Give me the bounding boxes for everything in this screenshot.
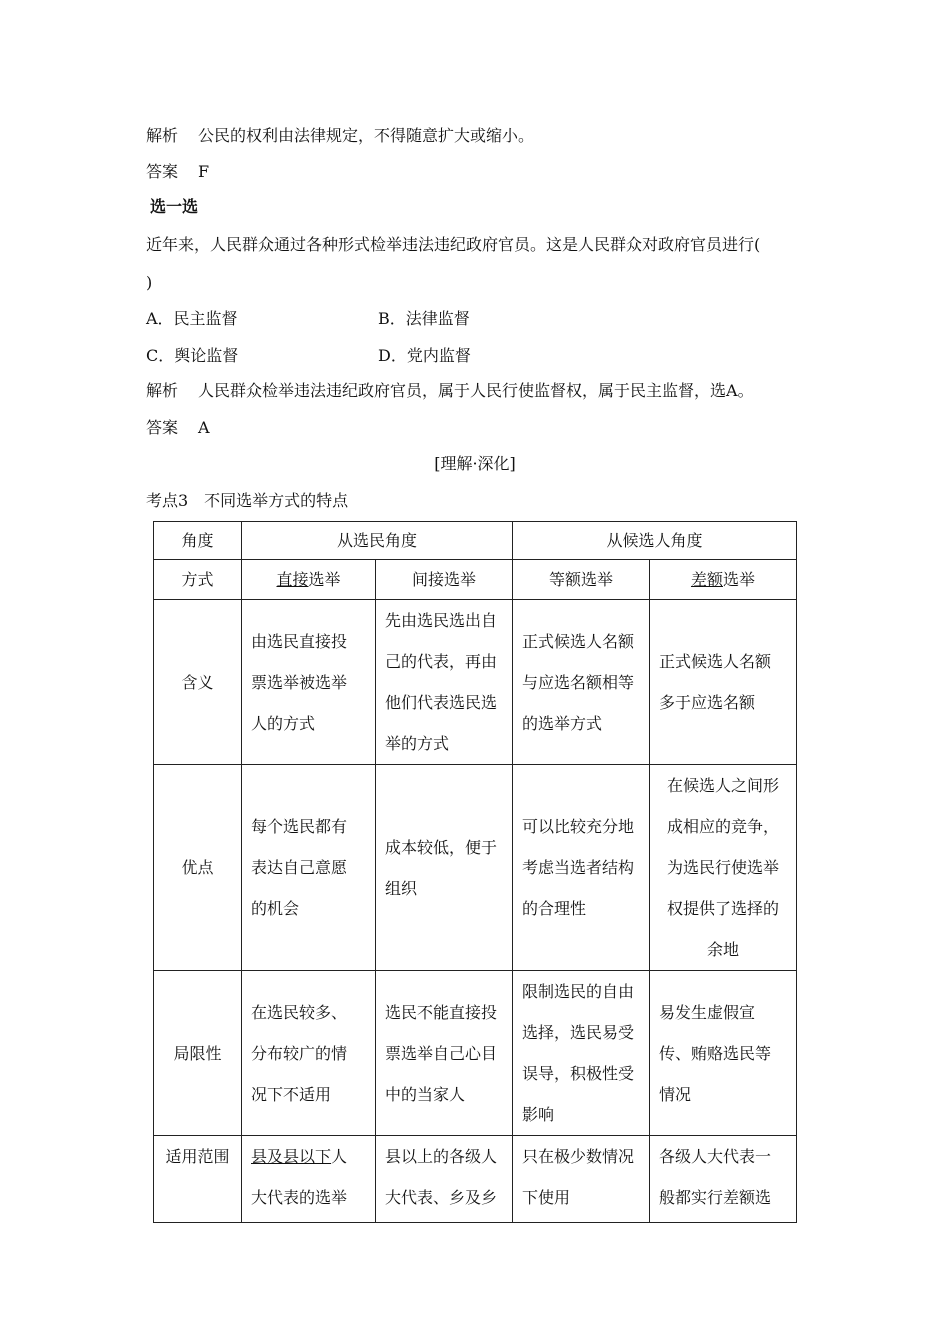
scope-differential bbox=[650, 1136, 797, 1223]
scope-direct bbox=[242, 1136, 376, 1223]
cell-line: 多于应选名额 bbox=[659, 693, 756, 712]
cell-line: 下使用 bbox=[522, 1188, 571, 1207]
table-header-row bbox=[154, 522, 797, 560]
cell-line: 他们代表选民选 bbox=[385, 693, 498, 712]
limit-indirect bbox=[376, 971, 513, 1136]
method-equal: 等额选举 bbox=[513, 560, 650, 600]
option-d: D．党内监督 bbox=[378, 346, 471, 365]
meaning-differential bbox=[650, 600, 797, 765]
answer-line-1 bbox=[146, 161, 209, 183]
cell-line: 表达自己意愿 bbox=[251, 858, 348, 877]
question-line-2: ) bbox=[146, 273, 153, 292]
cell-line: 在候选人之间形 bbox=[666, 776, 779, 795]
election-methods-table bbox=[153, 521, 797, 1223]
limit-differential bbox=[650, 971, 797, 1136]
analysis-text: 人民群众检举违法违纪政府官员，属于人民行使监督权，属于民主监督，选A。 bbox=[198, 381, 754, 400]
cell-line: 的机会 bbox=[251, 899, 300, 918]
option-b: B．法律监督 bbox=[378, 309, 470, 328]
cell-line: 的合理性 bbox=[522, 899, 587, 918]
header-voter-perspective: 从选民角度 bbox=[242, 522, 513, 560]
adv-direct bbox=[242, 765, 376, 971]
scope-direct-rest: 人 bbox=[331, 1147, 348, 1166]
section-title: 选一选 bbox=[150, 197, 199, 216]
method-direct-rest: 选举 bbox=[308, 569, 341, 589]
row-label-limitations: 局限性 bbox=[154, 971, 242, 1136]
method-direct bbox=[242, 560, 376, 600]
cell-line: 误导，积极性受 bbox=[522, 1064, 635, 1083]
answer-label: 答案 bbox=[146, 162, 179, 181]
cell-line: 般都实行差额选 bbox=[659, 1188, 772, 1207]
table-row-meaning bbox=[154, 600, 797, 765]
row-label-advantages: 优点 bbox=[154, 765, 242, 971]
header-angle: 角度 bbox=[154, 522, 242, 560]
cell-line: 票选举被选举 bbox=[251, 672, 348, 692]
cell-line: 中的当家人 bbox=[385, 1084, 466, 1104]
cell-line: 况下不适用 bbox=[251, 1084, 332, 1104]
cell-line: 选民不能直接投 bbox=[385, 1002, 498, 1022]
row-label-meaning: 含义 bbox=[154, 600, 242, 765]
header-method: 方式 bbox=[154, 560, 242, 600]
cell-line: 只在极少数情况 bbox=[522, 1147, 635, 1166]
cell-line: 由选民直接投 bbox=[251, 631, 348, 651]
method-diff-rest: 选举 bbox=[723, 569, 756, 589]
analysis-label: 解析 bbox=[146, 126, 179, 145]
option-c: C．舆论监督 bbox=[146, 346, 239, 365]
cell-line: 权提供了选择的 bbox=[666, 899, 779, 918]
scope-direct-underlined: 县及县以下 bbox=[251, 1147, 332, 1166]
cell-line: 传、贿赂选民等 bbox=[659, 1043, 772, 1063]
cell-line: 己的代表，再由 bbox=[385, 652, 498, 671]
meaning-equal bbox=[513, 600, 650, 765]
answer-line-2 bbox=[146, 417, 210, 439]
cell-line: 组织 bbox=[385, 878, 418, 898]
cell-line: 余地 bbox=[706, 940, 739, 959]
cell-line: 的选举方式 bbox=[522, 713, 603, 733]
cell-line: 选择，选民易受 bbox=[522, 1023, 635, 1042]
cell-line: 大代表的选举 bbox=[251, 1188, 348, 1207]
analysis-line-2 bbox=[146, 380, 754, 402]
cell-line: 各级人大代表一 bbox=[659, 1147, 772, 1166]
answer-value: F bbox=[198, 162, 210, 181]
cell-line: 举的方式 bbox=[385, 734, 450, 753]
cell-line: 正式候选人名额 bbox=[522, 631, 635, 651]
analysis-text: 公民的权利由法律规定，不得随意扩大或缩小。 bbox=[198, 126, 535, 145]
answer-value: A bbox=[198, 418, 210, 437]
meaning-indirect bbox=[376, 600, 513, 765]
cell-line: 可以比较充分地 bbox=[522, 817, 635, 836]
question-line-1: 近年来，人民群众通过各种形式检举违法违纪政府官员。这是人民群众对政府官员进行( bbox=[146, 235, 761, 254]
cell-line: 人的方式 bbox=[251, 713, 316, 733]
method-diff-underlined: 差额 bbox=[690, 569, 723, 589]
cell-line: 每个选民都有 bbox=[251, 817, 348, 836]
adv-indirect bbox=[376, 765, 513, 971]
scope-equal bbox=[513, 1136, 650, 1223]
cell-line: 限制选民的自由 bbox=[522, 982, 635, 1001]
limit-equal bbox=[513, 971, 650, 1136]
cell-line bbox=[251, 1136, 366, 1177]
point-title: 考点3 不同选举方式的特点 bbox=[146, 491, 349, 510]
analysis-line-1 bbox=[146, 125, 534, 147]
cell-line: 考虑当选者结构 bbox=[522, 858, 635, 877]
table-method-row bbox=[154, 560, 797, 600]
cell-line: 分布较广的情 bbox=[251, 1043, 348, 1063]
cell-line: 正式候选人名额 bbox=[659, 652, 772, 671]
option-a: A．民主监督 bbox=[146, 309, 238, 328]
adv-equal bbox=[513, 765, 650, 971]
cell-line: 大代表、乡及乡 bbox=[385, 1188, 498, 1207]
table-row-limitations bbox=[154, 971, 797, 1136]
meaning-direct bbox=[242, 600, 376, 765]
header-candidate-perspective: 从候选人角度 bbox=[513, 522, 797, 560]
cell-line: 县以上的各级人 bbox=[385, 1147, 498, 1166]
deepen-heading: [理解·深化] bbox=[434, 454, 516, 473]
analysis-label: 解析 bbox=[146, 381, 179, 400]
cell-line: 为选民行使选举 bbox=[666, 858, 779, 877]
cell-line: 成相应的竞争， bbox=[666, 817, 779, 836]
cell-line: 票选举自己心目 bbox=[385, 1043, 498, 1063]
cell-line: 先由选民选出自 bbox=[385, 611, 498, 630]
answer-label: 答案 bbox=[146, 418, 179, 437]
method-indirect: 间接选举 bbox=[376, 560, 513, 600]
method-differential bbox=[650, 560, 797, 600]
table-row-advantages bbox=[154, 765, 797, 971]
adv-differential bbox=[650, 765, 797, 971]
table-row-scope bbox=[154, 1136, 797, 1223]
limit-direct bbox=[242, 971, 376, 1136]
cell-line: 与应选名额相等 bbox=[522, 672, 635, 692]
cell-line: 情况 bbox=[659, 1084, 692, 1104]
cell-line: 在选民较多、 bbox=[251, 1002, 348, 1022]
method-direct-underlined: 直接 bbox=[276, 569, 309, 589]
cell-line: 易发生虚假宣 bbox=[659, 1002, 756, 1022]
scope-indirect bbox=[376, 1136, 513, 1223]
cell-line: 影响 bbox=[522, 1105, 555, 1124]
cell-line: 成本较低，便于 bbox=[385, 837, 498, 857]
row-label-scope: 适用范围 bbox=[154, 1136, 242, 1223]
